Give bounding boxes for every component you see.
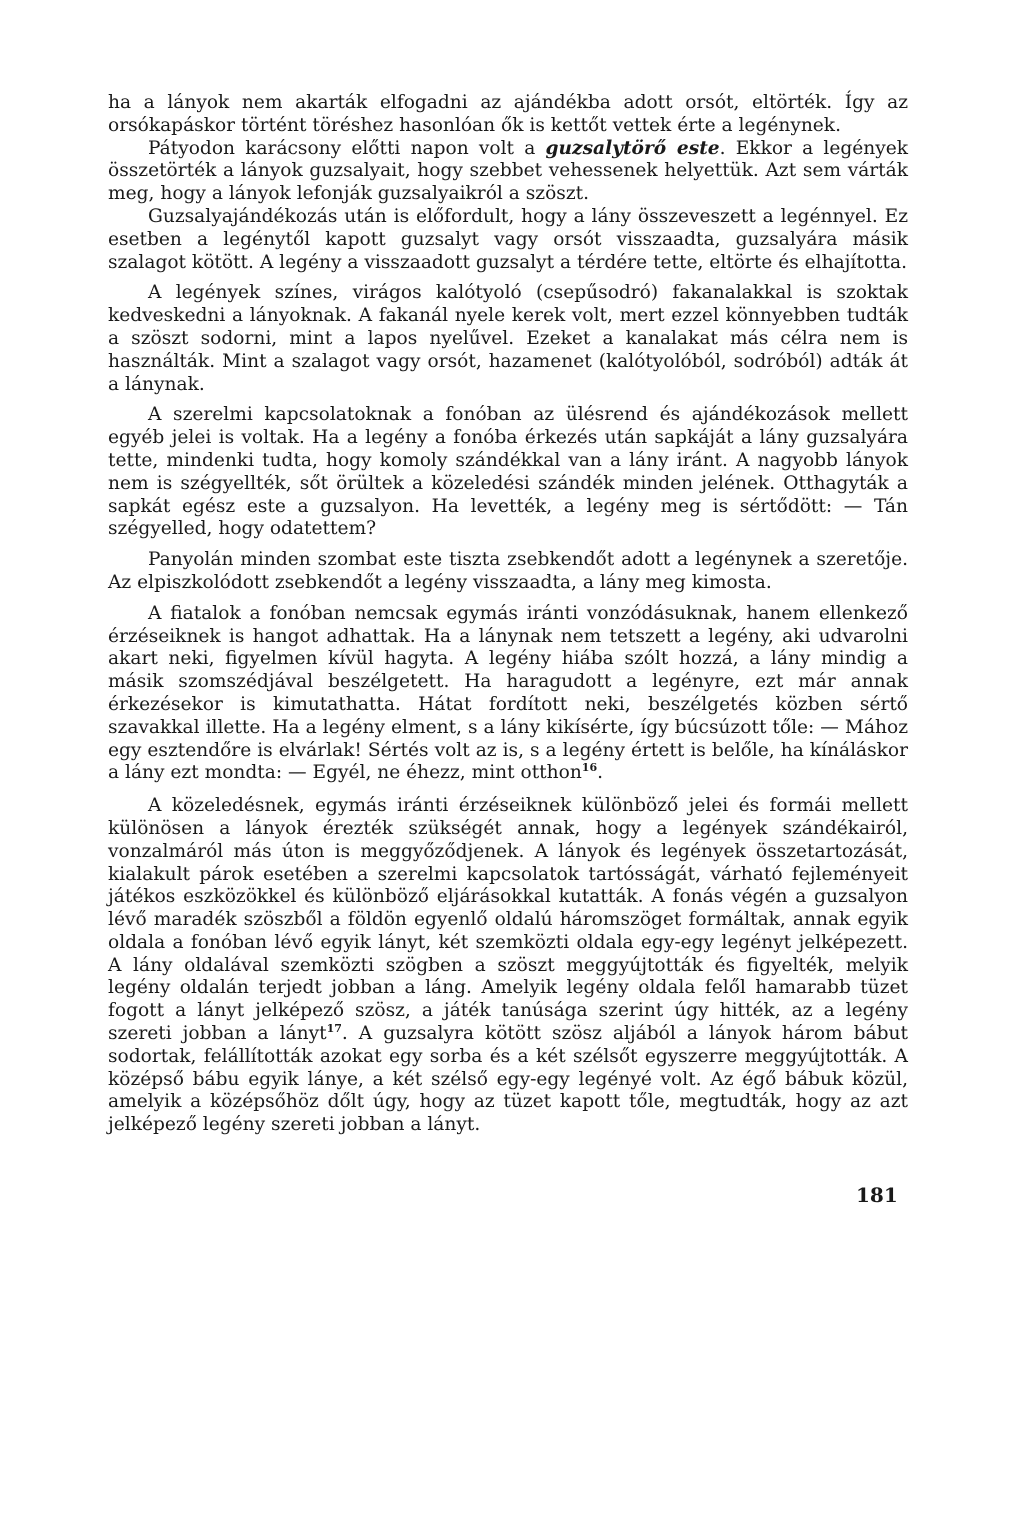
paragraph-4: A legények színes, virágos kalótyoló (csepűsodró) fakanalakkal is szoktak kedveskedni a lányoknak. A fakanál nyele kerek volt, mert ezzel könnyebben tudták a szöszt sodorni, mint a lapos nyelűvel. Ezeket a kanalakat más célra nem is használták. Mint a szalagot vagy orsót, hazamenet (kalótyolóból, sodróból) adták át a lánynak.	[108, 282, 908, 395]
paragraph-7: A fiatalok a fonóban nemcsak egymás iránti vonzódásuknak, hanem ellenkező érzéseiknek is hangot adhattak. Ha a lánynak nem tetszett a legény, aki udvarolni akart neki, figyelmen kívül hagyta. A legény hiába szólt hozzá, a lány mindig a másik szomszédjával beszélgetett. Ha haragudott a legényre, ezt már annak érkezésekor is kimutathatta. Hátat fordított neki, beszélgetés közben sértő szavakkal illette. Ha a legény elment, s a lány kikísérte, így búcsúzott tőle: — Mához egy esztendőre is elvárlak! Sértés volt az is, s a legény értett is belőle, ha kínáláskor a lány ezt mondta: — Egyél, ne éhezz, mint otthon$^{16}$.	[108, 602, 908, 784]
footnote-ref-16: 16	[581, 761, 598, 775]
paragraph-1: ha a lányok nem akarták elfogadni az ajándékba adott orsót, eltörték. Így az orsókapáskor történt töréshez hasonlóan ők is kettőt vettek érte a legénynek.	[108, 92, 908, 136]
paragraph-6: Panyolán minden szombat este tiszta zsebkendőt adott a legénynek a szeretője. Az elpiszkolódott zsebkendőt a legény visszaadta, a lány meg kimosta.	[108, 549, 908, 593]
page-number: 181	[856, 1183, 898, 1207]
paragraph-2: Pátyodon karácsony előtti napon volt a guzsalytörő este. Ekkor a legények összetörték a lányok guzsalyait, hogy szebbet vehessenek helyettük. Azt sem várták meg, hogy a lányok lefonják guzsalyaikról a szöszt.	[108, 137, 908, 205]
paragraph-3: Guzsalyajándékozás után is előfordult, hogy a lány összeveszett a legénnyel. Ez esetben a legénytől kapott guzsalyt vagy orsót visszaadta, guzsalyára másik szalagot kötött. A legény a visszaadott guzsalyt a térdére tette, eltörte és elhajította.	[108, 205, 908, 273]
footnote-ref-17: 17	[326, 1021, 342, 1035]
paragraph-8: A közeledésnek, egymás iránti érzéseiknek különböző jelei és formái mellett különösen a lányok érezték szükségét annak, hogy a legények szándékairól, vonzalmáról más úton is meggyőződjenek. A lányok és legények összetartozását, kialakult párok esetében a szerelmi kapcsolatok tartósságát, várható fejleményeit játékos eszközökkel és különböző eljárásokkal kutatták. A fonás végén a guzsalyon lévő maradék szöszből a földön egyenlő oldalú háromszöget formáltak, annak egyik oldala a fonóban lévő egyik lányt, két szemközti oldala egy-egy legényt jelképezett. A lány oldalával szemközti szögben a szöszt meggyújtották és figyelték, melyik legény oldalán terjedt jobban a láng. Amelyik legény oldala felől hamarabb tüzet fogott a lányt jelképező szösz, a játék tanúsága szerint úgy hitték, az a legény szereti jobban a lányt$^{17}$. A guzsalyra kötött szösz aljából a lányok három bábut sodortak, felállították azokat egy sorba és a két szélsőt egyszerre meggyújtották. A középső bábu egyik lánye, a két szélső egy-egy legényé volt. Az égő bábuk közül, amelyik a középsőhöz dőlt úgy, hogy az tüzet kapott tőle, megtudták, hogy az azt jelképező legény szereti jobban a lányt.	[108, 795, 908, 1136]
emphasis-term: guzsalytörő este	[545, 137, 720, 159]
page-body	[108, 92, 908, 1137]
paragraph-5: A szerelmi kapcsolatoknak a fonóban az ülésrend és ajándékozások mellett egyéb jelei is voltak. Ha a legény a fonóba érkezés után sapkáját a lány guzsalyára tette, mindenki tudta, hogy komoly szándékkal van a lány iránt. A nagyobb lányok nem is szégyellték, sőt örültek a közeledési szándék minden jelének. Otthagyták a sapkát egész este a guzsalyon. Ha levették, a legény meg is sértődött: — Tán szégyelled, hogy odatettem?	[108, 404, 908, 540]
